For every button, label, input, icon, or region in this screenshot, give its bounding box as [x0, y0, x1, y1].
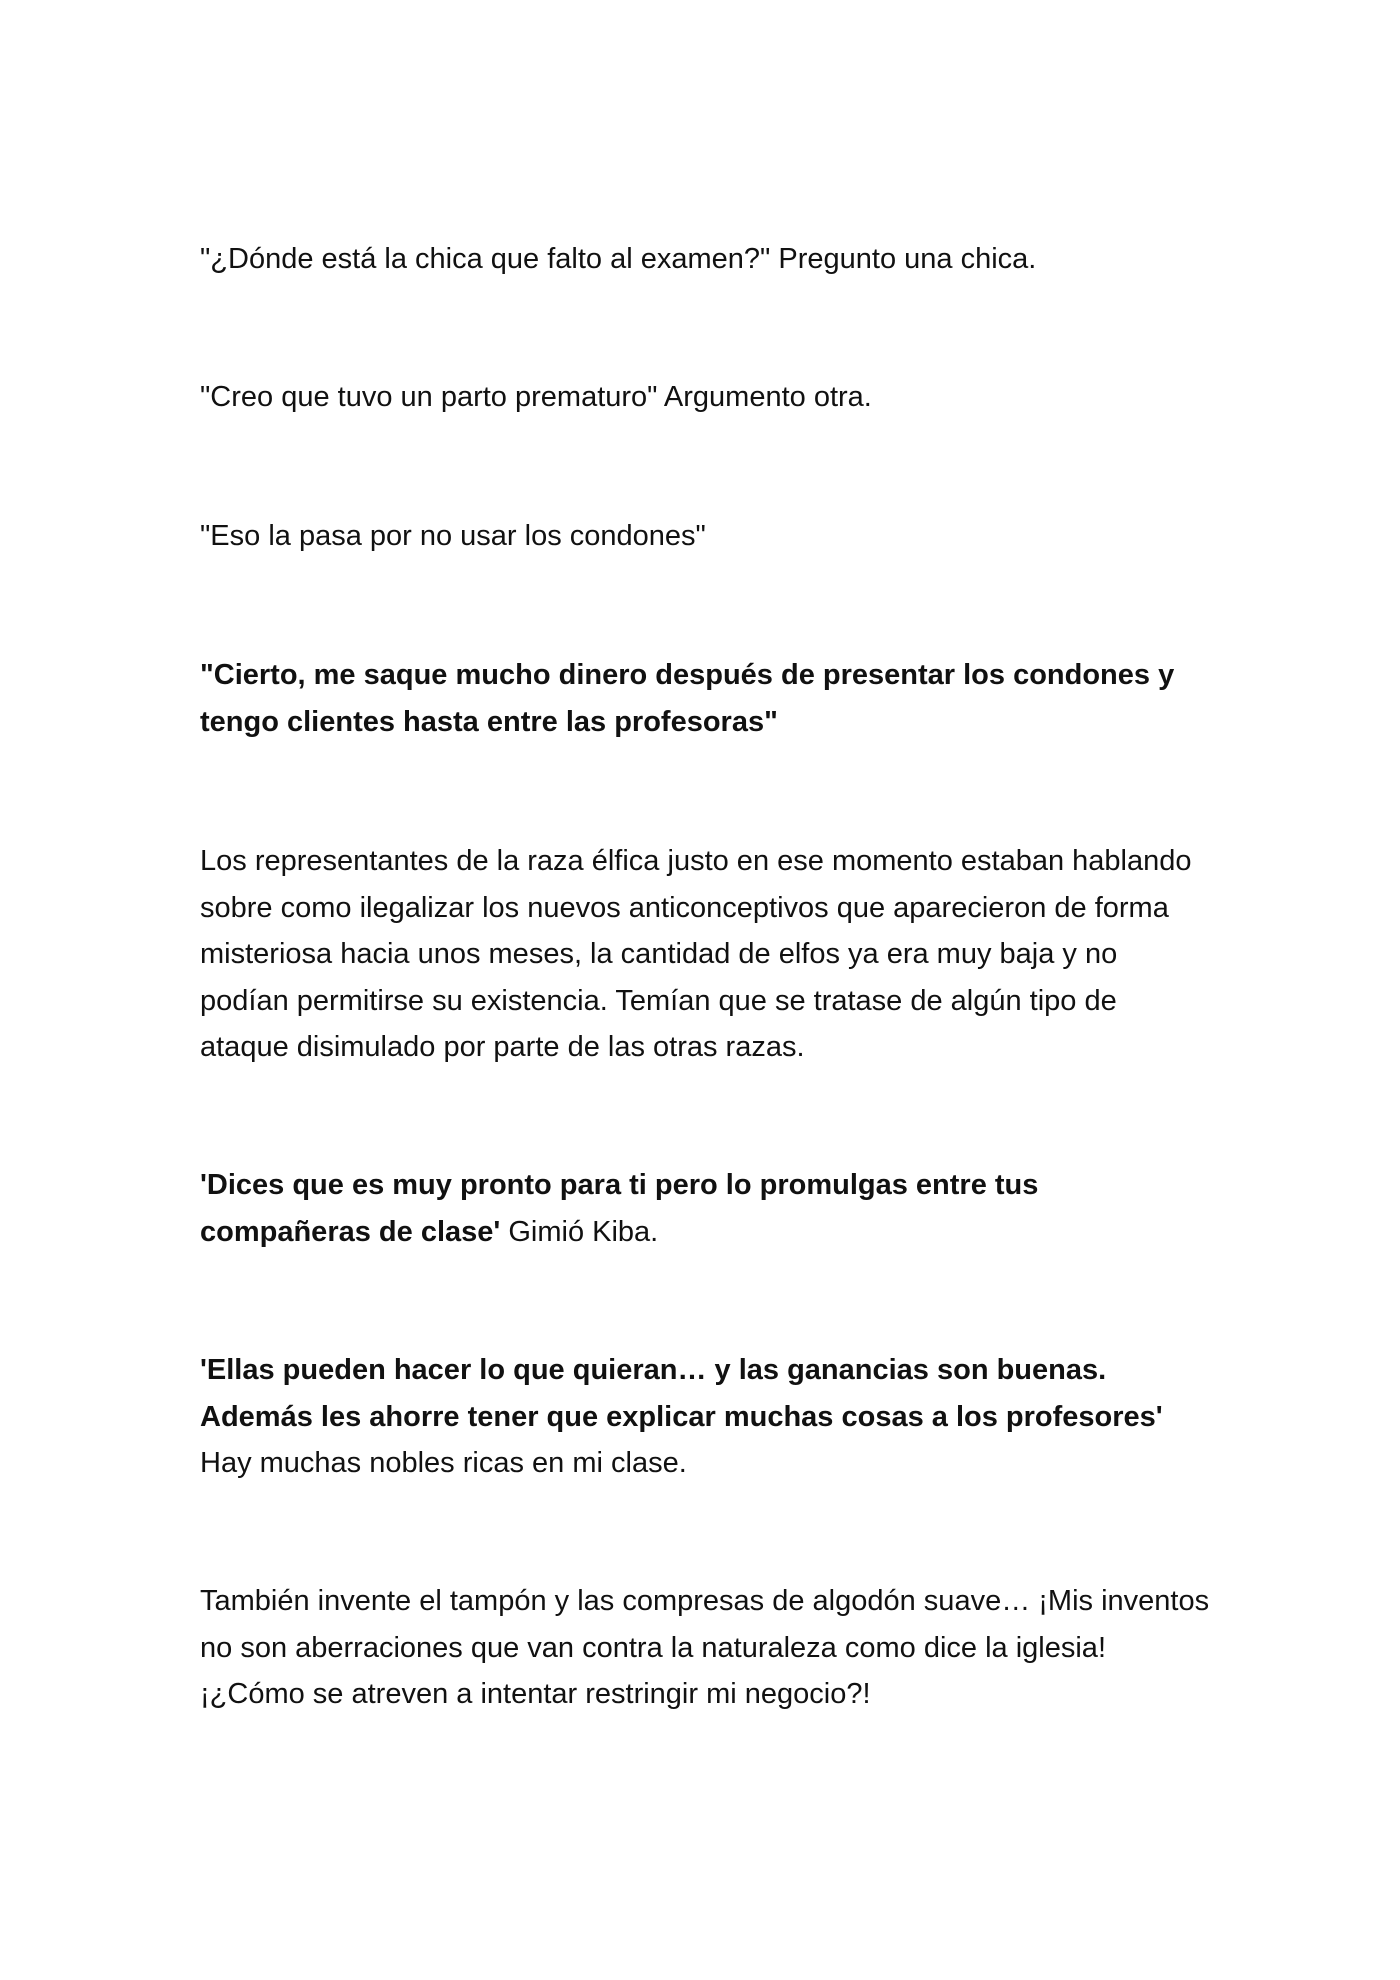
dialogue-paragraph: "Creo que tuvo un parto prematuro" Argumento otra.	[200, 381, 872, 413]
bold-dialogue-span: 'Ellas pueden hacer lo que quieran… y las ganancias son buenas. Además les ahorre tener que explicar muchas cosas a los profesores'	[200, 1354, 1163, 1433]
mixed-dialogue-paragraph	[200, 1347, 1210, 1487]
narrative-paragraph: Los representantes de la raza élfica justo en ese momento estaban hablando sobre como ilegalizar los nuevos anticonceptivos que aparecieron de forma misteriosa hacia unos meses, la cantidad de elfos ya era muy baja y no podían permitirse su existencia. Temían que se tratase de algún tipo de ataque disimulado por parte de las otras razas.	[200, 845, 1192, 1063]
bold-dialogue-span: 'Dices que es muy pronto para ti pero lo promulgas entre tus compañeras de clase'	[200, 1169, 1039, 1248]
dialogue-paragraph: "Eso la pasa por no usar los condones"	[200, 520, 706, 552]
mixed-dialogue-paragraph	[200, 1162, 1210, 1255]
narration-span: Gimió Kiba.	[500, 1215, 659, 1248]
dialogue-paragraph: "¿Dónde está la chica que falto al examen?" Pregunto una chica.	[200, 243, 1037, 275]
narration-span: Hay muchas nobles ricas en mi clase.	[200, 1447, 687, 1479]
narrative-paragraph: También invente el tampón y las compresas de algodón suave… ¡Mis inventos no son aberraciones que van contra la naturaleza como dice la iglesia! ¡¿Cómo se atreven a intentar restringir mi negocio?!	[200, 1585, 1210, 1710]
bold-dialogue-paragraph: "Cierto, me saque mucho dinero después de presentar los condones y tengo clientes hasta entre las profesoras"	[200, 659, 1175, 738]
